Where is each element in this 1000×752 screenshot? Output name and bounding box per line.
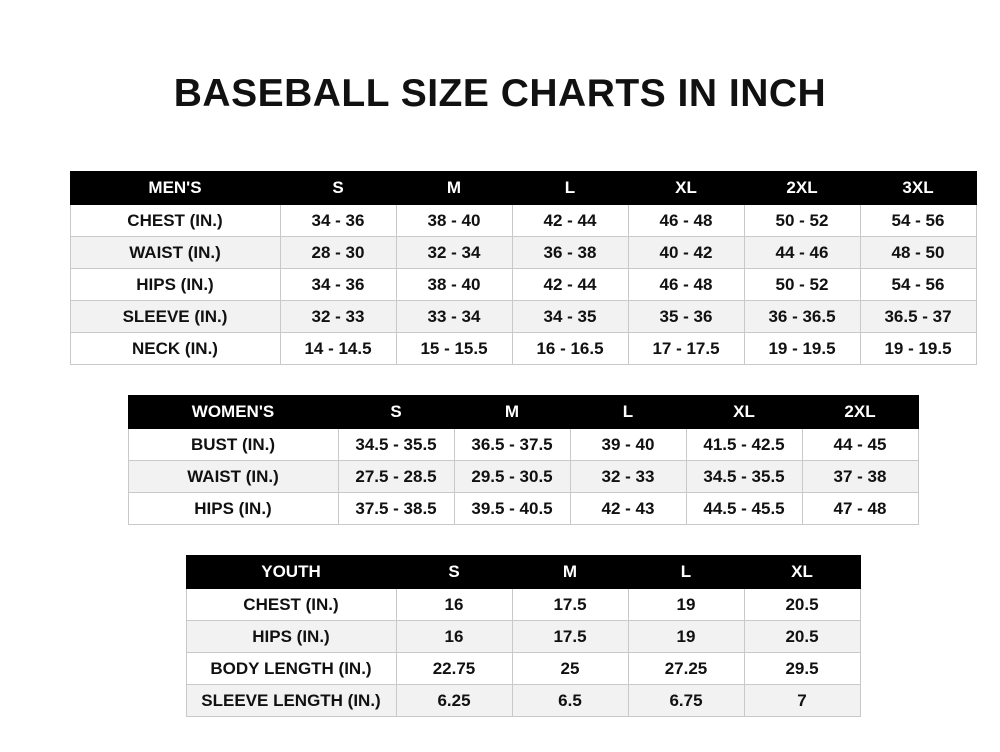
column-header: S	[396, 556, 512, 589]
column-header: M	[512, 556, 628, 589]
table-cell: 34 - 36	[280, 269, 396, 301]
table-cell: 34 - 35	[512, 301, 628, 333]
table-cell: 29.5	[744, 653, 860, 685]
row-label: HIPS (IN.)	[186, 621, 396, 653]
table-row	[70, 205, 976, 237]
table-row	[186, 685, 860, 717]
table-cell: 38 - 40	[396, 205, 512, 237]
table-cell: 19 - 19.5	[860, 333, 976, 365]
column-header: M	[396, 172, 512, 205]
table-cell: 44 - 45	[802, 429, 918, 461]
table-cell: 6.5	[512, 685, 628, 717]
column-header: M	[454, 396, 570, 429]
table-cell: 19	[628, 621, 744, 653]
row-label: HIPS (IN.)	[128, 493, 338, 525]
table-cell: 32 - 33	[570, 461, 686, 493]
row-label: BUST (IN.)	[128, 429, 338, 461]
table-cell: 17 - 17.5	[628, 333, 744, 365]
charts-container	[45, 171, 1000, 717]
table-header-row	[128, 396, 918, 429]
row-label: SLEEVE LENGTH (IN.)	[186, 685, 396, 717]
table-cell: 33 - 34	[396, 301, 512, 333]
column-header: XL	[744, 556, 860, 589]
table-cell: 7	[744, 685, 860, 717]
row-label: SLEEVE (IN.)	[70, 301, 280, 333]
table-cell: 15 - 15.5	[396, 333, 512, 365]
table-cell: 54 - 56	[860, 205, 976, 237]
table-row	[128, 461, 918, 493]
table-cell: 14 - 14.5	[280, 333, 396, 365]
row-label: NECK (IN.)	[70, 333, 280, 365]
table-cell: 16	[396, 589, 512, 621]
mens-size-table	[70, 171, 977, 365]
table-cell: 37 - 38	[802, 461, 918, 493]
table-cell: 42 - 44	[512, 205, 628, 237]
table-cell: 44 - 46	[744, 237, 860, 269]
youth-size-table	[186, 555, 861, 717]
column-header: XL	[628, 172, 744, 205]
table-cell: 32 - 33	[280, 301, 396, 333]
table-cell: 27.25	[628, 653, 744, 685]
row-label: CHEST (IN.)	[70, 205, 280, 237]
table-row	[186, 653, 860, 685]
table-cell: 17.5	[512, 589, 628, 621]
table-cell: 36 - 36.5	[744, 301, 860, 333]
table-cell: 34 - 36	[280, 205, 396, 237]
table-cell: 19	[628, 589, 744, 621]
table-cell: 39 - 40	[570, 429, 686, 461]
table-cell: 46 - 48	[628, 205, 744, 237]
column-header: 2XL	[802, 396, 918, 429]
table-cell: 36.5 - 37	[860, 301, 976, 333]
mens-size-chart	[70, 171, 976, 365]
table-cell: 37.5 - 38.5	[338, 493, 454, 525]
table-cell: 20.5	[744, 589, 860, 621]
column-header: YOUTH	[186, 556, 396, 589]
row-label: CHEST (IN.)	[186, 589, 396, 621]
column-header: MEN'S	[70, 172, 280, 205]
womens-size-table	[128, 395, 919, 525]
column-header: WOMEN'S	[128, 396, 338, 429]
column-header: S	[280, 172, 396, 205]
table-cell: 17.5	[512, 621, 628, 653]
table-cell: 42 - 44	[512, 269, 628, 301]
table-cell: 48 - 50	[860, 237, 976, 269]
column-header: L	[570, 396, 686, 429]
table-row	[70, 237, 976, 269]
table-cell: 27.5 - 28.5	[338, 461, 454, 493]
table-row	[128, 429, 918, 461]
table-row	[70, 333, 976, 365]
table-cell: 28 - 30	[280, 237, 396, 269]
table-cell: 36 - 38	[512, 237, 628, 269]
table-row	[186, 621, 860, 653]
table-cell: 38 - 40	[396, 269, 512, 301]
table-cell: 54 - 56	[860, 269, 976, 301]
table-row	[70, 269, 976, 301]
table-header-row	[186, 556, 860, 589]
table-cell: 16 - 16.5	[512, 333, 628, 365]
row-label: BODY LENGTH (IN.)	[186, 653, 396, 685]
column-header: 3XL	[860, 172, 976, 205]
column-header: S	[338, 396, 454, 429]
table-cell: 35 - 36	[628, 301, 744, 333]
page-title: BASEBALL SIZE CHARTS IN INCH	[173, 72, 827, 115]
table-row	[70, 301, 976, 333]
table-row	[186, 589, 860, 621]
table-cell: 50 - 52	[744, 205, 860, 237]
table-cell: 46 - 48	[628, 269, 744, 301]
table-cell: 6.25	[396, 685, 512, 717]
table-cell: 44.5 - 45.5	[686, 493, 802, 525]
column-header: 2XL	[744, 172, 860, 205]
womens-size-chart	[128, 395, 918, 525]
table-cell: 22.75	[396, 653, 512, 685]
table-cell: 20.5	[744, 621, 860, 653]
table-cell: 40 - 42	[628, 237, 744, 269]
table-cell: 42 - 43	[570, 493, 686, 525]
table-header-row	[70, 172, 976, 205]
table-row	[128, 493, 918, 525]
table-cell: 36.5 - 37.5	[454, 429, 570, 461]
table-cell: 47 - 48	[802, 493, 918, 525]
table-cell: 6.75	[628, 685, 744, 717]
table-cell: 41.5 - 42.5	[686, 429, 802, 461]
row-label: WAIST (IN.)	[128, 461, 338, 493]
table-cell: 32 - 34	[396, 237, 512, 269]
row-label: WAIST (IN.)	[70, 237, 280, 269]
table-cell: 25	[512, 653, 628, 685]
table-cell: 34.5 - 35.5	[686, 461, 802, 493]
table-cell: 29.5 - 30.5	[454, 461, 570, 493]
column-header: L	[512, 172, 628, 205]
table-cell: 39.5 - 40.5	[454, 493, 570, 525]
table-cell: 19 - 19.5	[744, 333, 860, 365]
table-cell: 34.5 - 35.5	[338, 429, 454, 461]
column-header: XL	[686, 396, 802, 429]
youth-size-chart	[186, 555, 860, 717]
column-header: L	[628, 556, 744, 589]
row-label: HIPS (IN.)	[70, 269, 280, 301]
table-cell: 16	[396, 621, 512, 653]
table-cell: 50 - 52	[744, 269, 860, 301]
